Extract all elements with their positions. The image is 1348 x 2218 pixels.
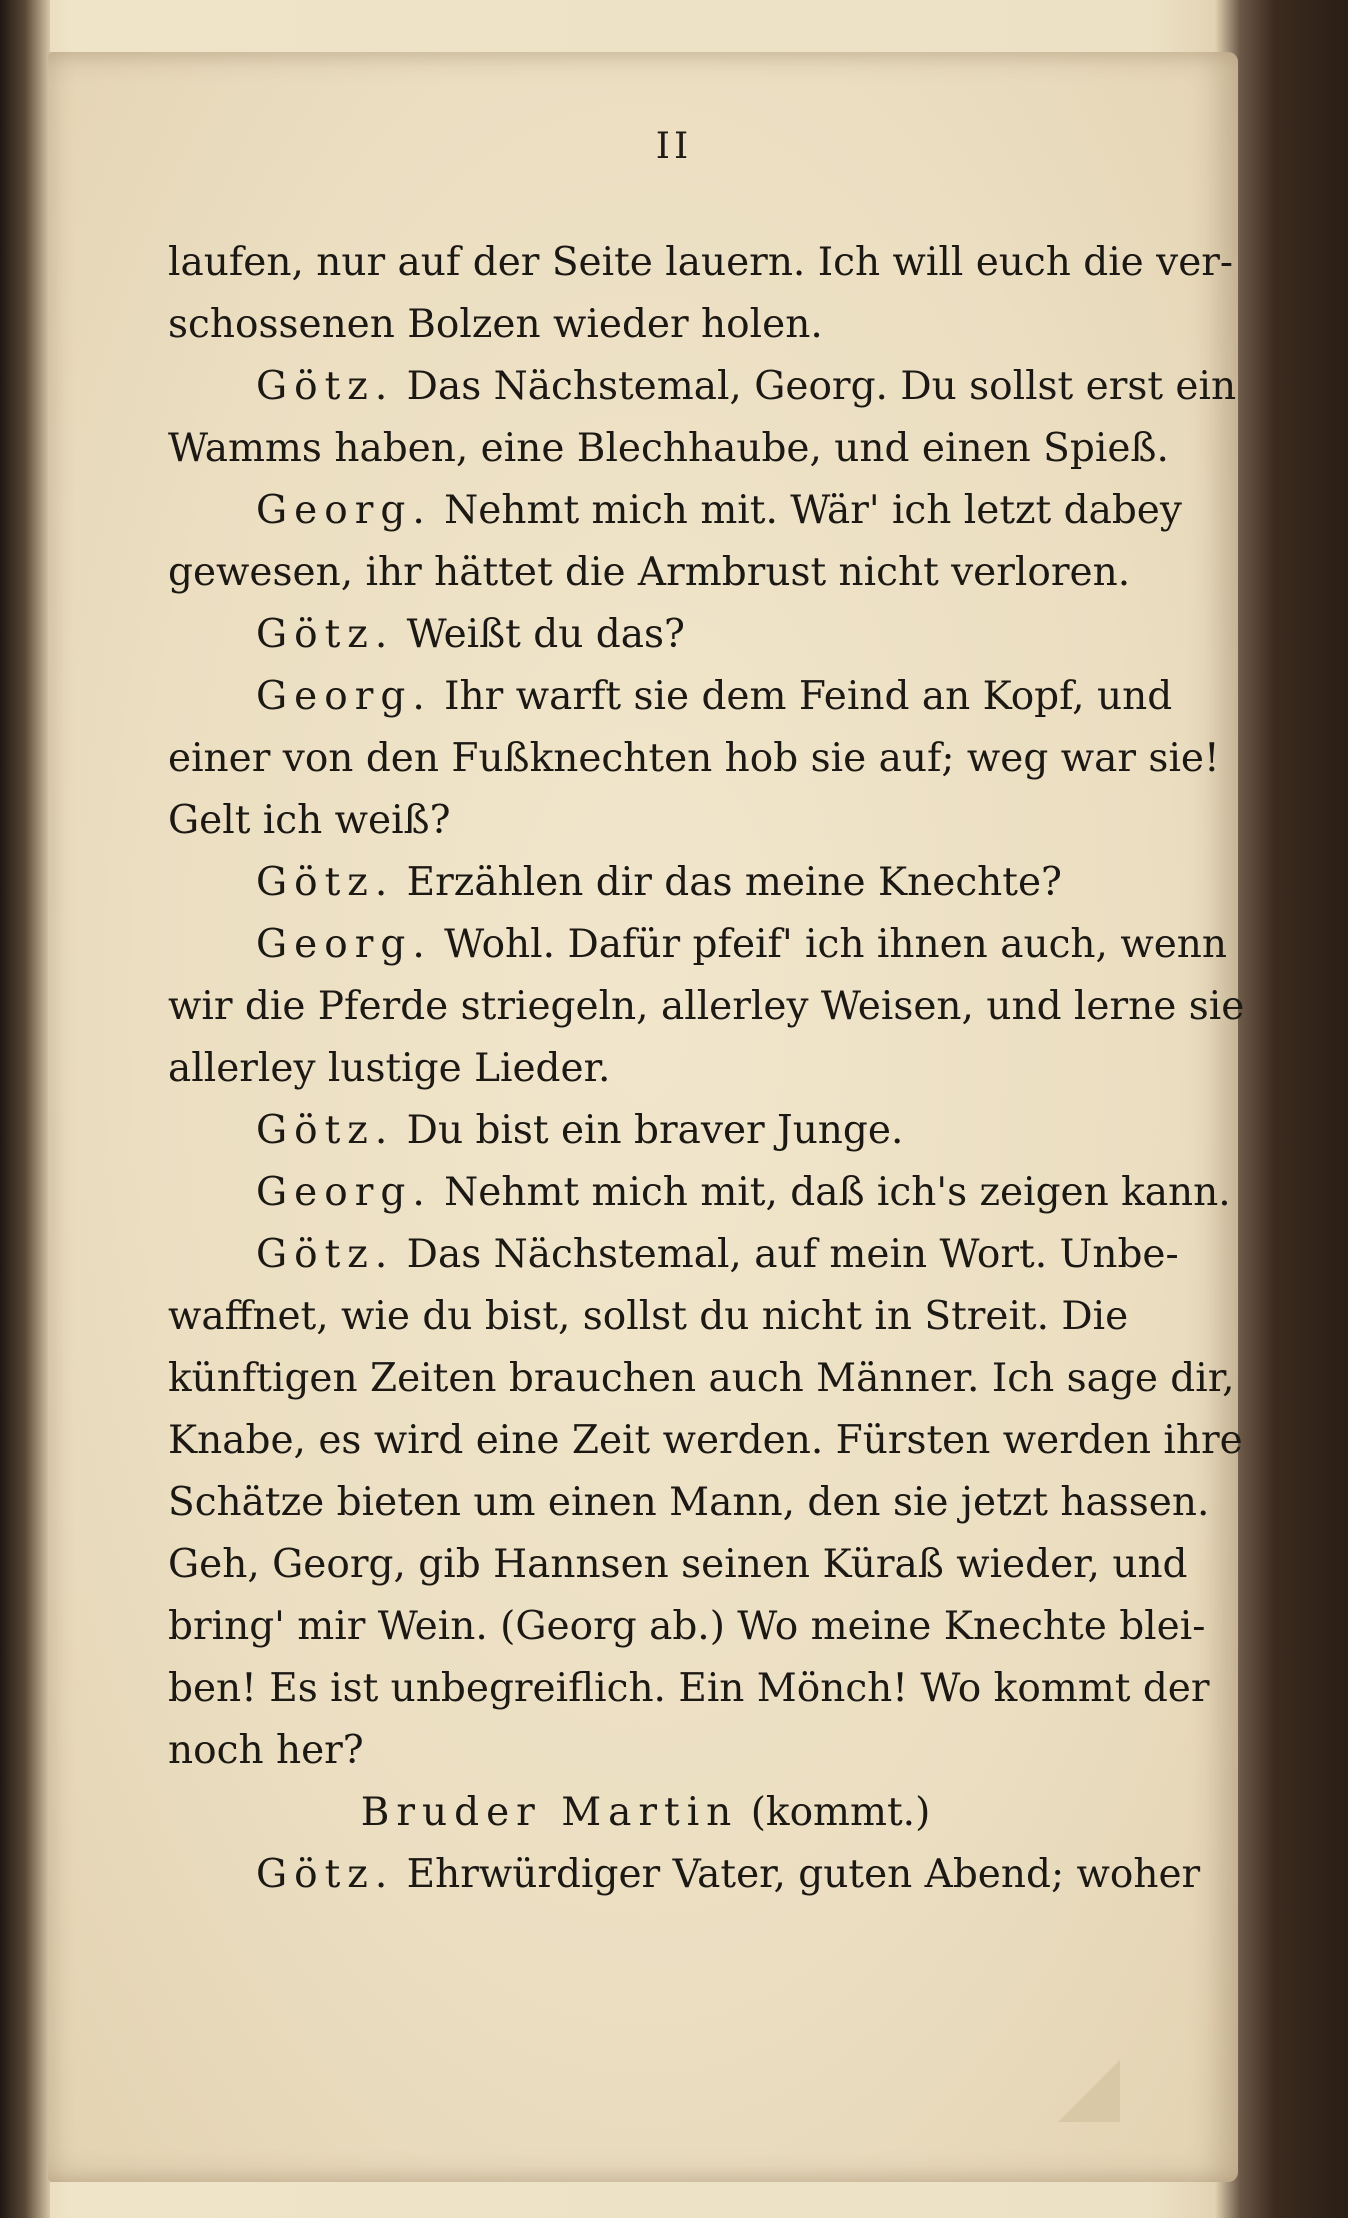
- line-text: ben! Es ist unbegreiflich. Ein Mönch! Wo kommt der: [168, 1666, 1210, 1711]
- text-line: [168, 1286, 1129, 1348]
- line-text: laufen, nur auf der Seite lauern. Ich will euch die ver-: [168, 240, 1234, 285]
- text-line: [168, 1410, 1243, 1472]
- speaker-name: Götz.: [256, 364, 395, 409]
- line-text: wir die Pferde striegeln, allerley Weisen, und lerne sie: [168, 984, 1245, 1029]
- line-text: Nehmt mich mit. Wär' ich letzt dabey: [444, 488, 1182, 533]
- speaker-name: Bruder Martin: [360, 1790, 739, 1835]
- text-line: [168, 542, 1131, 604]
- text-line: [168, 356, 1237, 418]
- text-line: [168, 1534, 1188, 1596]
- speaker-name: Götz.: [256, 1108, 395, 1153]
- line-text: Erzählen dir das meine Knechte?: [406, 860, 1062, 905]
- text-line: [168, 1658, 1210, 1720]
- line-text: Wamms haben, eine Blechhaube, und einen Spieß.: [168, 426, 1169, 471]
- line-text: Geh, Georg, gib Hannsen seinen Küraß wieder, und: [168, 1542, 1188, 1587]
- line-text: schossenen Bolzen wieder holen.: [168, 302, 823, 347]
- line-text: bring' mir Wein. (Georg ab.) Wo meine Knechte blei-: [168, 1604, 1206, 1649]
- text-line: [168, 666, 1173, 728]
- line-text: Das Nächstemal, Georg. Du sollst erst ein: [406, 364, 1237, 409]
- line-text: gewesen, ihr hättet die Armbrust nicht verloren.: [168, 550, 1131, 595]
- line-text: waffnet, wie du bist, sollst du nicht in Streit. Die: [168, 1294, 1129, 1339]
- text-line: [168, 1720, 1123, 1782]
- line-text: allerley lustige Lieder.: [168, 1046, 611, 1091]
- line-text: Ehrwürdiger Vater, guten Abend; woher: [406, 1852, 1201, 1897]
- text-line: [168, 1844, 1201, 1906]
- text-line: [168, 480, 1182, 542]
- line-text: (kommt.): [750, 1790, 931, 1835]
- line-text: Weißt du das?: [406, 612, 685, 657]
- speaker-name: Götz.: [256, 612, 395, 657]
- line-text: Das Nächstemal, auf mein Wort. Unbe-: [406, 1232, 1179, 1277]
- page-number: II: [655, 126, 693, 167]
- speaker-name: Georg.: [256, 922, 432, 967]
- text-line: [168, 1100, 1123, 1162]
- page-body: [168, 232, 1245, 1906]
- line-text: künftigen Zeiten brauchen auch Männer. Ich sage dir,: [168, 1356, 1235, 1401]
- line-text: Gelt ich weiß?: [168, 798, 451, 843]
- text-line: [168, 1348, 1235, 1410]
- speaker-name: Georg.: [256, 1170, 432, 1215]
- book-gutter: [0, 0, 50, 2218]
- speaker-name: Götz.: [256, 1852, 395, 1897]
- text-line: [168, 1224, 1179, 1286]
- text-line: [168, 852, 1123, 914]
- text-line: [168, 1596, 1206, 1658]
- text-line: [168, 1162, 1231, 1224]
- speaker-name: Götz.: [256, 860, 395, 905]
- text-line: [168, 790, 1123, 852]
- text-line: [168, 1038, 1123, 1100]
- line-text: Knabe, es wird eine Zeit werden. Fürsten werden ihre: [168, 1418, 1243, 1463]
- stage-direction: [168, 1782, 1123, 1844]
- line-text: einer von den Fußknechten hob sie auf; weg war sie!: [168, 736, 1220, 781]
- text-line: [168, 976, 1245, 1038]
- line-text: Du bist ein braver Junge.: [406, 1108, 904, 1153]
- text-line: [168, 418, 1169, 480]
- speaker-name: Götz.: [256, 1232, 395, 1277]
- folded-corner: [1058, 2060, 1120, 2122]
- line-text: Wohl. Dafür pfeif' ich ihnen auch, wenn: [444, 922, 1228, 967]
- text-line: [168, 914, 1228, 976]
- text-line: [168, 728, 1220, 790]
- line-text: Nehmt mich mit, daß ich's zeigen kann.: [444, 1170, 1231, 1215]
- line-text: Ihr warft sie dem Feind an Kopf, und: [444, 674, 1173, 719]
- text-line: [168, 294, 1123, 356]
- line-text: Schätze bieten um einen Mann, den sie jetzt hassen.: [168, 1480, 1210, 1525]
- text-line: [168, 604, 1123, 666]
- speaker-name: Georg.: [256, 488, 432, 533]
- speaker-name: Georg.: [256, 674, 432, 719]
- text-line: [168, 232, 1234, 294]
- line-text: noch her?: [168, 1728, 364, 1773]
- text-line: [168, 1472, 1210, 1534]
